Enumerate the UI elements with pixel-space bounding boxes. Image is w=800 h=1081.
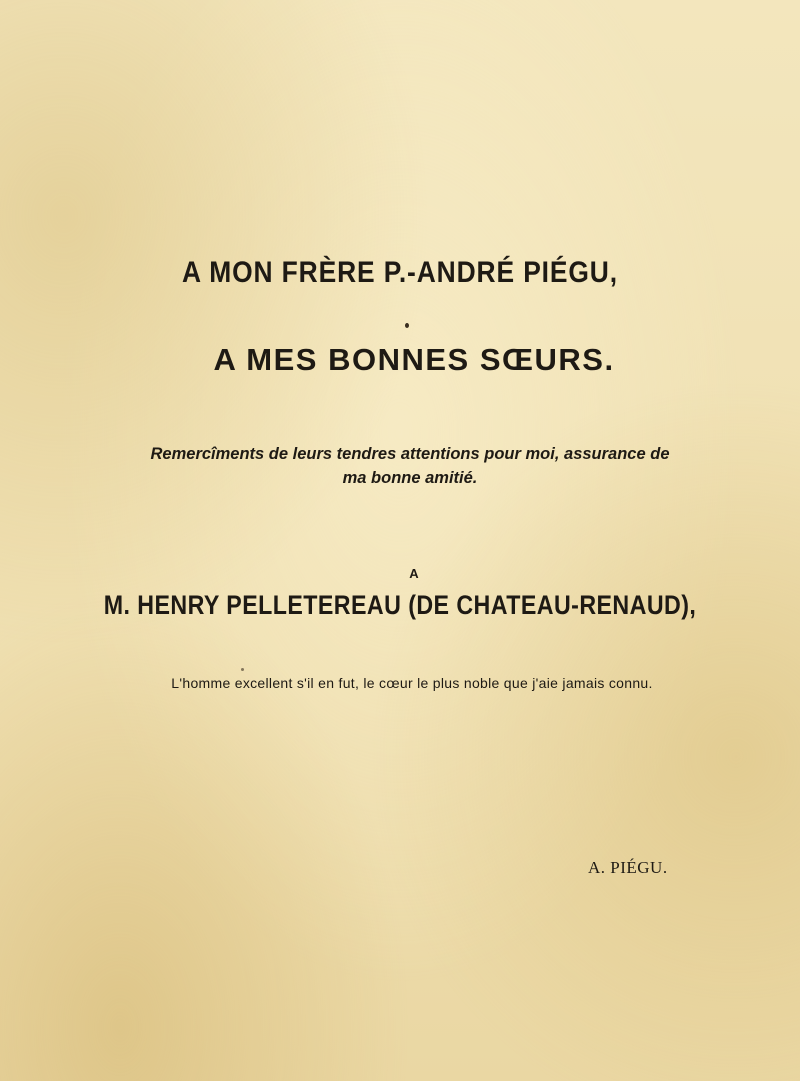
ink-speck xyxy=(405,323,409,328)
ink-speck xyxy=(241,668,244,671)
thanks-text xyxy=(10,442,800,490)
thanks-line-1: Remercîments de leurs tendres attentions pour moi, assurance de xyxy=(150,445,670,463)
dedication-patron: M. HENRY PELLETEREAU (DE CHATEAU-RENAUD), xyxy=(103,590,697,620)
thanks-line-2: ma bonne amitié. xyxy=(342,469,478,487)
dedication-brother: A MON FRÈRE P.-ANDRÉ PIÉGU, xyxy=(182,256,618,289)
signature: A. PIÉGU. xyxy=(588,858,668,877)
dedication-sisters: A MES BONNES SŒURS. xyxy=(213,342,615,377)
homage-text: L'homme excellent s'il en fut, le cœur le plus noble que j'aie jamais connu. xyxy=(171,675,653,691)
to-label: A xyxy=(409,566,419,581)
